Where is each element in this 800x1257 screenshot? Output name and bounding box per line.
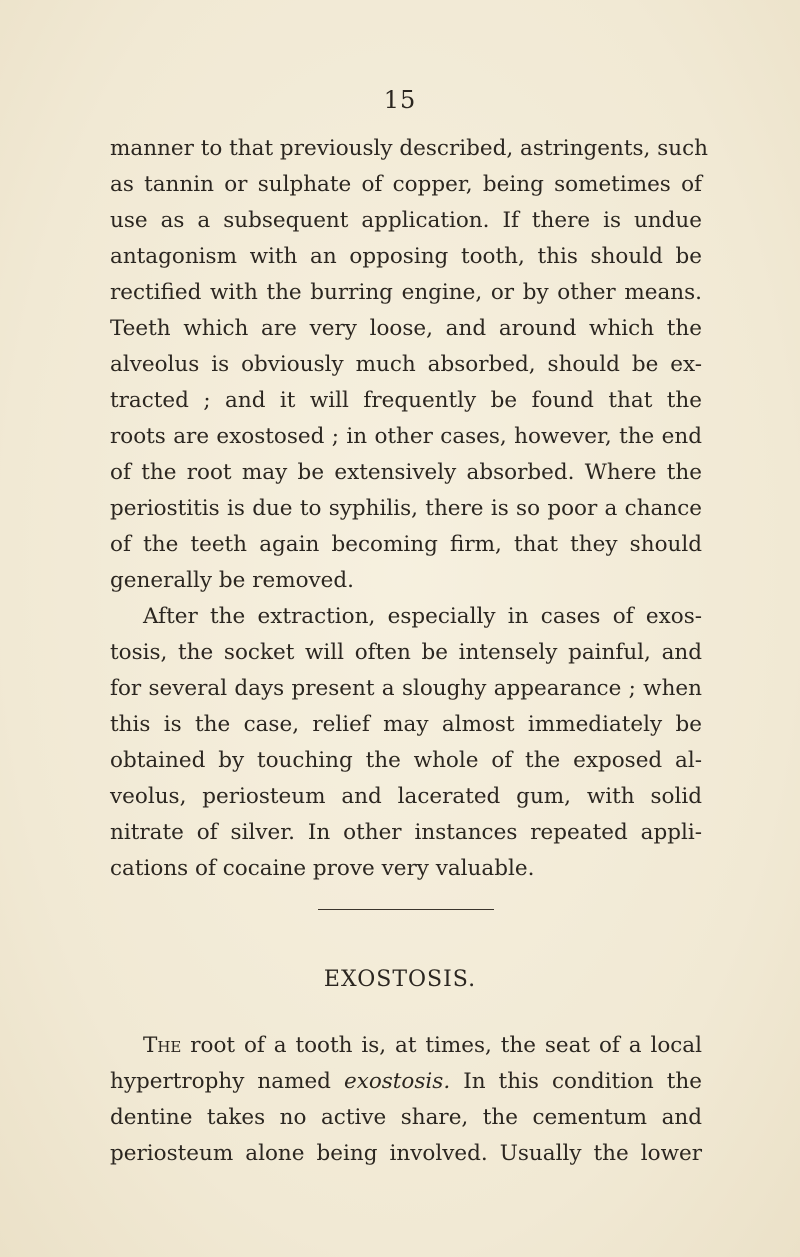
text-line: this is the case, relief may almost immediately be <box>110 712 702 737</box>
text-line <box>143 1028 702 1064</box>
text-line: Teeth which are very loose, and around which the <box>110 316 702 341</box>
text-line: roots are exostosed ; in other cases, however, the end <box>110 424 702 449</box>
text-line: tosis, the socket will often be intensely painful, and <box>110 640 702 665</box>
text-line: of the teeth again becoming firm, that they should <box>110 532 702 557</box>
section-title: EXOSTOSIS. <box>323 967 477 992</box>
page-number: 15 <box>383 86 417 114</box>
text-run: In this condition the <box>450 1069 702 1094</box>
text-line: generally be removed. <box>110 568 355 593</box>
text-line: manner to that previously described, astringents, such <box>110 136 708 161</box>
text-line: periosteum alone being involved. Usually the lower <box>110 1141 702 1166</box>
text-run: root of a tooth is, at times, the seat of a local <box>181 1033 702 1058</box>
text-line: use as a subsequent application. If there is undue <box>110 208 702 233</box>
text-line: as tannin or sulphate of copper, being sometimes of <box>110 172 702 197</box>
text-line: rectified with the burring engine, or by other means. <box>110 280 702 305</box>
text-line: antagonism with an opposing tooth, this should be <box>110 244 702 269</box>
section-divider <box>318 909 494 910</box>
text-line: After the extraction, especially in cases of exos- <box>143 604 702 629</box>
text-line: of the root may be extensively absorbed. Where the <box>110 460 702 485</box>
text-line: nitrate of silver. In other instances repeated appli- <box>110 820 702 845</box>
text-line: periostitis is due to syphilis, there is so poor a chance <box>110 496 702 521</box>
text-line: dentine takes no active share, the cementum and <box>110 1105 702 1130</box>
text-line <box>110 1064 702 1100</box>
text-run: hypertrophy named <box>110 1069 344 1094</box>
text-line: alveolus is obviously much absorbed, should be ex- <box>110 352 702 377</box>
text-line: tracted ; and it will frequently be found that the <box>110 388 702 413</box>
text-line: veolus, periosteum and lacerated gum, with solid <box>110 784 702 809</box>
text-line: for several days present a sloughy appearance ; when <box>110 676 702 701</box>
text-line: obtained by touching the whole of the exposed al- <box>110 748 702 773</box>
text-line: cations of cocaine prove very valuable. <box>110 856 535 881</box>
italic-term: exostosis. <box>343 1069 451 1094</box>
lead-small-caps: The <box>143 1033 182 1058</box>
